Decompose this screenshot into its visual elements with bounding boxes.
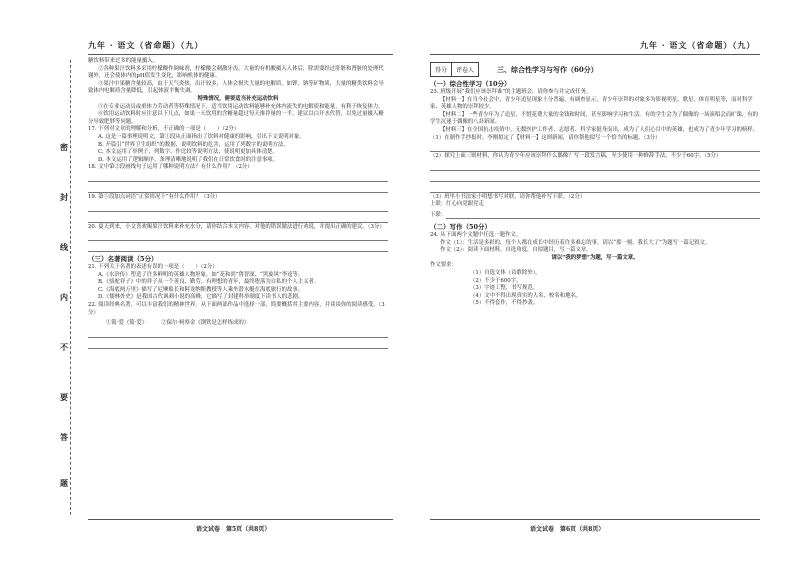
question-18: 18. 文中第②段画线句子运用了哪种说明方法？有什么作用？（2分） [88,164,253,171]
left-header: 九年 · 语文（省命题）（九） [88,40,204,50]
book-option-1: ①简·爱《简·爱》 [106,320,148,327]
book-option-2: ②保尔·柯察金《钢铁是怎样炼成的》 [161,320,250,327]
subsection-integrated: （一）综合性学习（10分） [430,80,511,88]
para-6: ⑥饮用运动饮料时应注意以下几点，如果一天饮用的含糖量超过每天推荐量的一半，建议以白开水代替，以免过量摄入糖分导致肥胖等问题。 [88,111,384,125]
article-subtitle: 特殊情况，需要适当补充运动饮料 [197,95,279,102]
q21-option-b: B.《骆驼祥子》中的祥子从一个善良、勤劳、有理想的青年，最终堕落为自私的个人主义者。 [98,279,320,286]
question-23-2: （2）探究上面三则材料，你认为青少年应该崇拜什么偶像？写一段发言稿，至少使用一种修辞手法，不少于60字。（5分） [430,153,722,160]
question-20: 20. 夏天到来，小文喜欢喝果汁饮料来补充水分，请你结合本文内容，对他的错误做法进行劝说，并提出正确的建议。（3分） [88,223,385,230]
q21-option-d: D.《儒林外史》是我国古代讽刺小说的高峰，它描写了封建科举制度下读书人的悲剧。 [98,294,304,301]
requirement-5: （5）不得套作，不得抄袭。 [470,300,539,307]
material-2: 【材料二】一些青少年为了追星，不惜花费大量的金钱和时间，甚至影响学习和生活。有的学生会为了偶像的一场演唱会而旷课，有的学生沉迷于偶像的八卦新闻。 [430,111,759,126]
answer-line[interactable] [88,202,388,212]
book-options [106,318,388,326]
left-header-line [88,54,393,55]
section-title: 三、综合性学习与写作（60分） [497,64,598,74]
q17-option-c: C. 本文运用了举例子、列数字、作比较等说明方法，使说明更加具体清楚。 [98,149,278,156]
right-header: 九年 · 语文（省命题）（九） [640,40,756,50]
requirement-1: （1）自选文体（诗歌除外）。 [470,269,541,276]
question-22: 22. 阅读经典名著，可以丰富我们的精神世界。从下面两部作品中选择一部，简要概括其主要内容，并谈谈你的阅读感受。（3分） [88,302,385,316]
gutter-char: 不 [60,342,68,352]
question-19: 19. 第⑤段加点词语“正常情况下”有什么作用？（3分） [88,193,221,200]
intro-3: ③果汁中果糖含量较高，由于天气炎热，出汗较多，人体会损失大量的电解质，如钾、钠等矿物质，大量的糖类饮料会导致体内电解质含量降低，引起体液平衡失调。 [88,80,384,95]
answer-line[interactable] [430,183,760,193]
right-content [430,62,760,308]
score-cell: 得分 [435,67,448,74]
intro-2: ②各种果汁饮料多采用柠檬酸作调味剂，柠檬酸会刺激牙齿，大量的有机酸摄入人体后，除需要经过肝脏和肾脏的处理代谢外，还会使体内的pH值发生变化，影响机体的健康。 [88,65,384,80]
right-header-line [430,54,760,55]
question-23-1: （1）在制作手抄报时，李刚拟定了【材料一】这则新闻，请你帮他拟写一个恰当的标题。（3分） [430,134,661,141]
left-footer-line [88,519,393,520]
gutter-char: 线 [60,242,68,252]
answer-line[interactable] [88,231,388,241]
question-24: 24. 从下面两个文题中任选一题作文。 [430,231,522,238]
gutter-char: 要 [60,392,68,402]
requirement-2: （2）不少于600字。 [470,277,522,284]
question-23-3: （3）班里小书法家小明想书写对联，请你帮他补写下联。（2分） [430,193,586,200]
requirement-3: （3）字迹工整，书写规范。 [470,285,539,292]
answer-line[interactable] [430,161,760,171]
right-footer-line [430,519,760,520]
answer-line[interactable] [88,213,388,223]
section-header-row [430,62,760,77]
q17-option-a: A. 这是一篇事理说明文，第①段从正面指出了饮料对健康的影响，引出下文说明对象。 [98,133,305,140]
material-3: 【材料三】在全国抗击疫情中，无数医护工作者、志愿者、科学家挺身而出，成为了人们心目中的英雄，也成为了青少年学习的榜样。 [440,126,759,133]
section-famous-books: （三）名著阅读（5分） [88,255,158,264]
essay-quote: 请以“我的梦想”为题，写一篇文章。 [551,254,639,261]
essay-option-2: 作文（2）：阅读下面材料，自选角度，自拟题目，写一篇文章。 [440,247,592,254]
q21-option-c: C.《海底两万里》描写了尼摩船长和阿龙纳斯教授等人乘坐潜水艇在海底旅行的故事。 [98,286,304,293]
grader-cell: 评卷人 [451,63,478,76]
answer-line[interactable] [430,142,760,152]
para-5: ⑤在专业运动员或重体力劳动者等特殊情况下，适当饮用运动饮料能够补充体内流失的电解质和能量，有利于恢复体力。 [98,103,384,110]
question-21: 21. 下列关于名著的表述有误的一项是（ ）（2分） [88,264,218,271]
q21-option-a: A.《水浒传》塑造了许多鲜明的英雄人物形象，如“花和尚”鲁智深、“黑旋风”李逵等。 [98,271,304,278]
answer-line[interactable] [88,183,388,193]
q17-option-b: B. 开篇引“世界卫生组织”的数据，说明饮料的危害，运用了列数字的说明方法。 [98,141,289,148]
answer-line[interactable] [430,172,760,182]
right-page [404,0,794,561]
left-content [88,58,388,350]
essay-option-1: 作文（1）：生活是多彩的，每个人都在成长中经历着许多难忘的事。请以“那一刻，我长大了”为题写一篇记叙文。 [440,239,711,246]
couplet-upper: 上联：红心向党跟党走 [430,201,484,208]
right-footer: 语文试卷 第6页（共8页） [530,526,605,533]
question-17: 17. 下列对文章的理解和分析，不正确的一项是（ ）（2分） [88,126,240,133]
gutter-char: 内 [60,292,68,302]
q17-option-d: D. 本文运用了逻辑顺序，条理清晰地说明了我们在日常饮食时的注意事项。 [98,156,279,163]
requirement-4: （4）文中不得出现真实的人名、校名和地名。 [470,292,582,299]
gutter-char: 答 [60,432,68,442]
seal-line [70,60,71,515]
material-1: 【材料一】在当今社会中，青少年追星现象十分普遍。有调查显示，青少年崇拜的对象多为影视明星、歌星、体育明星等，而对科学家、英雄人物的崇拜较少。 [430,96,753,111]
question-23: 23. 班级开展“我们应该崇拜谁”的主题班会，请你参与并完成任务。 [430,89,592,95]
gutter-char: 封 [60,192,68,202]
couplet-lower-row [430,209,760,220]
answer-line[interactable] [446,209,760,219]
answer-line[interactable] [88,242,388,252]
couplet-lower-label: 下联： [430,212,447,219]
gutter-char: 题 [60,478,68,488]
answer-line[interactable] [88,339,388,349]
left-footer: 语文试卷 第5页（共8页） [196,526,271,533]
score-box [430,62,479,77]
subsection-writing: （二）写作（50分） [430,222,492,231]
intro-1: 糖饮料带来过多的能量摄入。 [88,58,159,64]
gutter-char: 密 [60,142,68,152]
answer-line[interactable] [88,328,388,338]
requirements-title: 作文要求： [430,262,457,269]
answer-line[interactable] [88,172,388,182]
